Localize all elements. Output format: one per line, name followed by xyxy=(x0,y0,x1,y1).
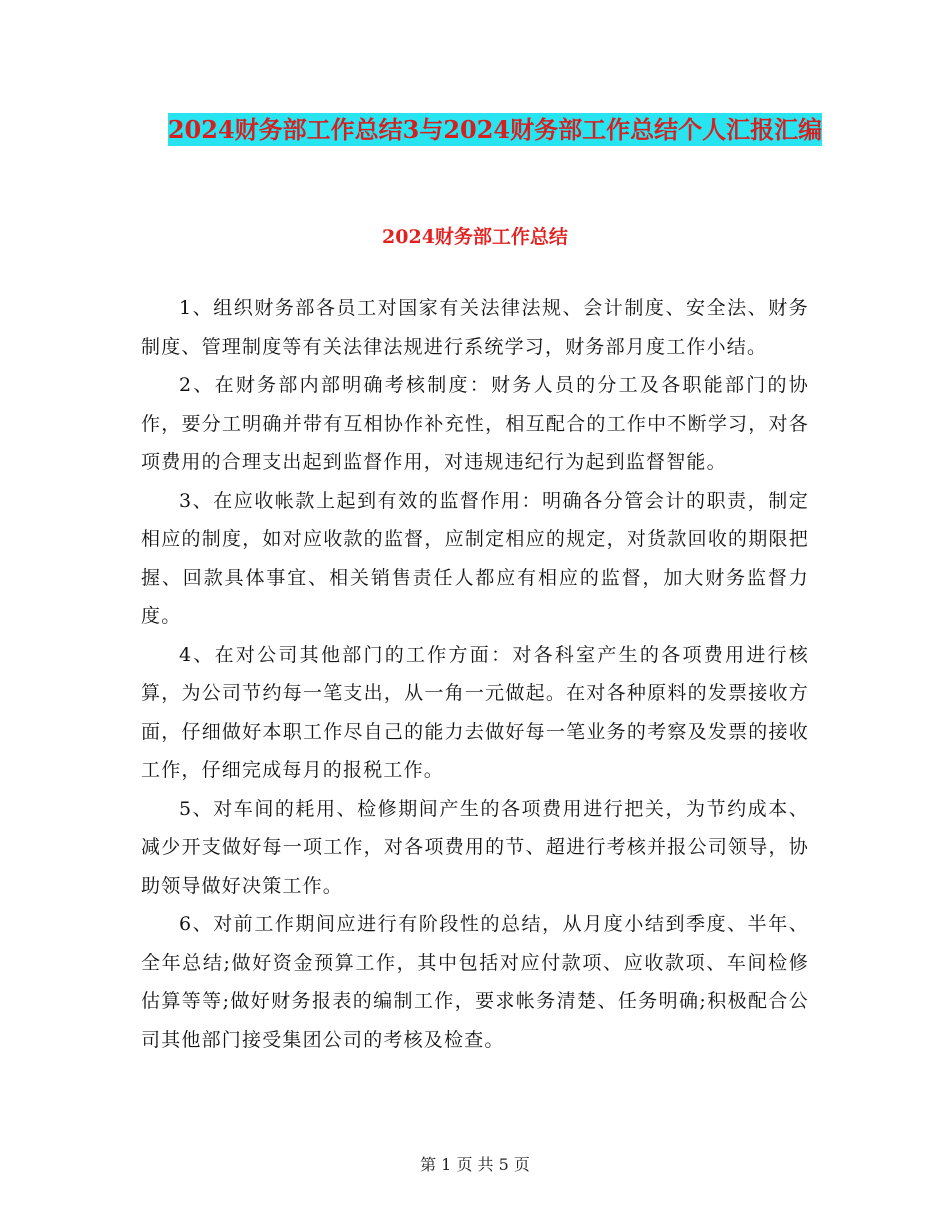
paragraph-4: 4、在对公司其他部门的工作方面：对各科室产生的各项费用进行核算，为公司节约每一笔支出，从一角一元做起。在对各种原料的发票接收方面，仔细做好本职工作尽自己的能力去做好每一笔业务的考察及发票的接收工作，仔细完成每月的报税工作。 xyxy=(141,643,809,781)
paragraph-1: 1、组织财务部各员工对国家有关法律法规、会计制度、安全法、财务制度、管理制度等有关法律法规进行系统学习，财务部月度工作小结。 xyxy=(141,297,809,358)
paragraph-2: 2、在财务部内部明确考核制度：财务人员的分工及各职能部门的协作，要分工明确并带有互相协作补充性，相互配合的工作中不断学习，对各项费用的合理支出起到监督作用，对违规违纪行为起到监督智能。 xyxy=(141,374,809,473)
document-title xyxy=(140,108,850,152)
document-body xyxy=(141,289,809,1059)
page-number-footer: 第 1 页 共 5 页 xyxy=(420,1155,530,1174)
paragraph-5: 5、对车间的耗用、检修期间产生的各项费用进行把关，为节约成本、减少开支做好每一项工作，对各项费用的节、超进行考核并报公司领导，协助领导做好决策工作。 xyxy=(141,797,809,897)
section-heading: 2024财务部工作总结 xyxy=(382,226,568,248)
paragraph-3: 3、在应收帐款上起到有效的监督作用：明确各分管会计的职责，制定相应的制度，如对应收款的监督，应制定相应的规定，对货款回收的期限把握、回款具体事宜、相关销售责任人都应有相应的监督，加大财务监督力度。 xyxy=(141,489,809,627)
paragraph-6: 6、对前工作期间应进行有阶段性的总结，从月度小结到季度、半年、全年总结;做好资金预算工作，其中包括对应付款项、应收款项、车间检修估算等等;做好财务报表的编制工作，要求帐务清楚、任务明确;积极配合公司其他部门接受集团公司的考核及检查。 xyxy=(141,913,809,1051)
document-title-text: 2024财务部工作总结3与2024财务部工作总结个人汇报汇编 xyxy=(167,115,823,144)
